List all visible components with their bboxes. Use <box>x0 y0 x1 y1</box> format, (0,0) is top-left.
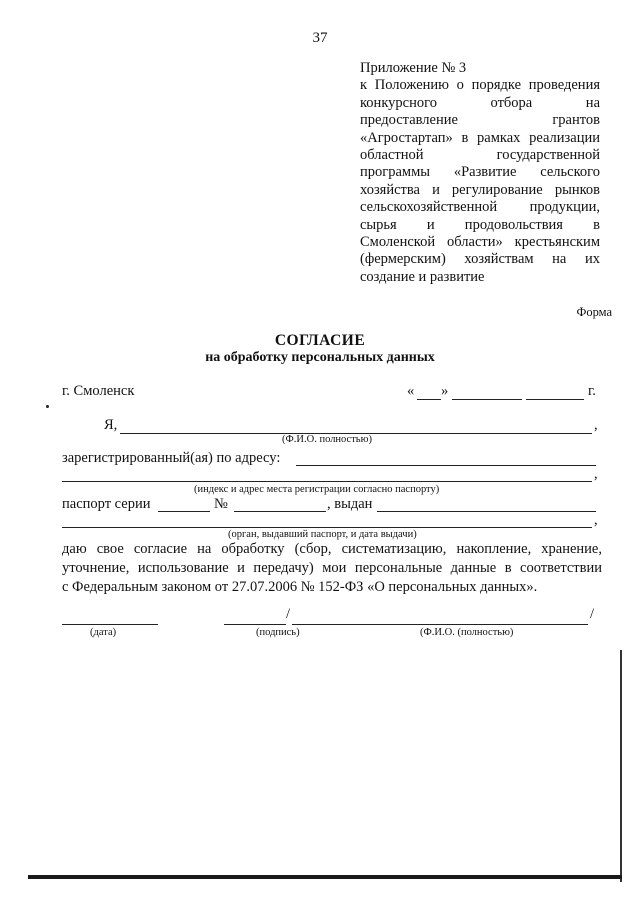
scan-bottom-bar <box>28 875 622 879</box>
i-label: Я, <box>104 417 118 433</box>
document-title: СОГЛАСИЕ <box>274 332 366 349</box>
appendix-line: хозяйства и регулирование рынков <box>360 181 600 198</box>
date-caption: (дата) <box>90 627 117 638</box>
date-close-quote: » <box>441 383 449 399</box>
appendix-line: сырья и продовольствия в <box>360 216 600 233</box>
appendix-line: к Положению о порядке проведения <box>360 77 600 94</box>
passport-number-sign: № <box>214 496 228 512</box>
date-month-field[interactable] <box>452 399 522 400</box>
fio-signature-slash: / <box>590 606 595 622</box>
consent-paragraph <box>62 540 602 597</box>
registered-label: зарегистрированный(ая) по адресу: <box>62 450 281 466</box>
issued-field-1[interactable] <box>377 511 596 512</box>
consent-line: с Федеральным законом от 27.07.2006 № 152-ФЗ «О персональных данных». <box>62 579 538 595</box>
address-field-1[interactable] <box>296 465 596 466</box>
date-year-field[interactable] <box>526 399 584 400</box>
address-trailing-comma: , <box>594 466 598 482</box>
fio-trailing-comma: , <box>594 417 598 433</box>
year-suffix: г. <box>588 383 596 399</box>
form-label: Форма <box>576 305 612 319</box>
signature-slash: / <box>286 606 291 622</box>
date-signature-field[interactable] <box>62 624 158 625</box>
issuer-caption: (орган, выдавший паспорт, и дата выдачи) <box>228 529 417 540</box>
appendix-line: Смоленской области» крестьянским <box>360 234 600 251</box>
document-subtitle: на обработку персональных данных <box>205 350 435 365</box>
appendix-line: конкурсного отбора на <box>360 94 600 111</box>
fio-signature-caption: (Ф.И.О. (полностью) <box>420 627 514 638</box>
page-number: 37 <box>312 30 328 46</box>
date-open-quote: « <box>407 383 415 399</box>
appendix-line: программы «Развитие сельского <box>360 164 600 181</box>
issued-field-2[interactable] <box>62 527 592 528</box>
appendix-line: «Агростартап» в рамках реализации <box>360 129 600 146</box>
appendix-line: создание и развитие <box>360 268 485 285</box>
scan-speck <box>46 405 49 408</box>
appendix-line: предоставление грантов <box>360 112 600 129</box>
address-caption: (индекс и адрес места регистрации согласно паспорту) <box>194 484 440 495</box>
appendix-title: Приложение № 3 <box>360 60 467 76</box>
date-day-field[interactable] <box>417 399 441 400</box>
consent-line: уточнение, использование и передачу) мои персональные данные в соответствии <box>62 560 602 576</box>
fio-signature-field[interactable] <box>292 624 588 625</box>
appendix-line: сельскохозяйственной продукции, <box>360 199 600 216</box>
fio-caption: (Ф.И.О. полностью) <box>282 434 372 445</box>
passport-number-field[interactable] <box>234 511 326 512</box>
passport-series-field[interactable] <box>158 511 210 512</box>
issued-trailing-comma: , <box>594 512 598 528</box>
city-label: г. Смоленск <box>62 383 135 399</box>
address-field-2[interactable] <box>62 481 592 482</box>
appendix-line: областной государственной <box>360 147 600 164</box>
issued-label: , выдан <box>327 496 373 512</box>
signature-field[interactable] <box>224 624 286 625</box>
appendix-block <box>360 60 600 286</box>
appendix-line: (фермерским) хозяйствам на их <box>360 251 600 268</box>
passport-series-label: паспорт серии <box>62 496 151 512</box>
scan-margin-line <box>620 650 622 882</box>
signature-caption: (подпись) <box>256 627 300 638</box>
consent-line: даю свое согласие на обработку (сбор, систематизацию, накопление, хранение, <box>62 541 602 557</box>
